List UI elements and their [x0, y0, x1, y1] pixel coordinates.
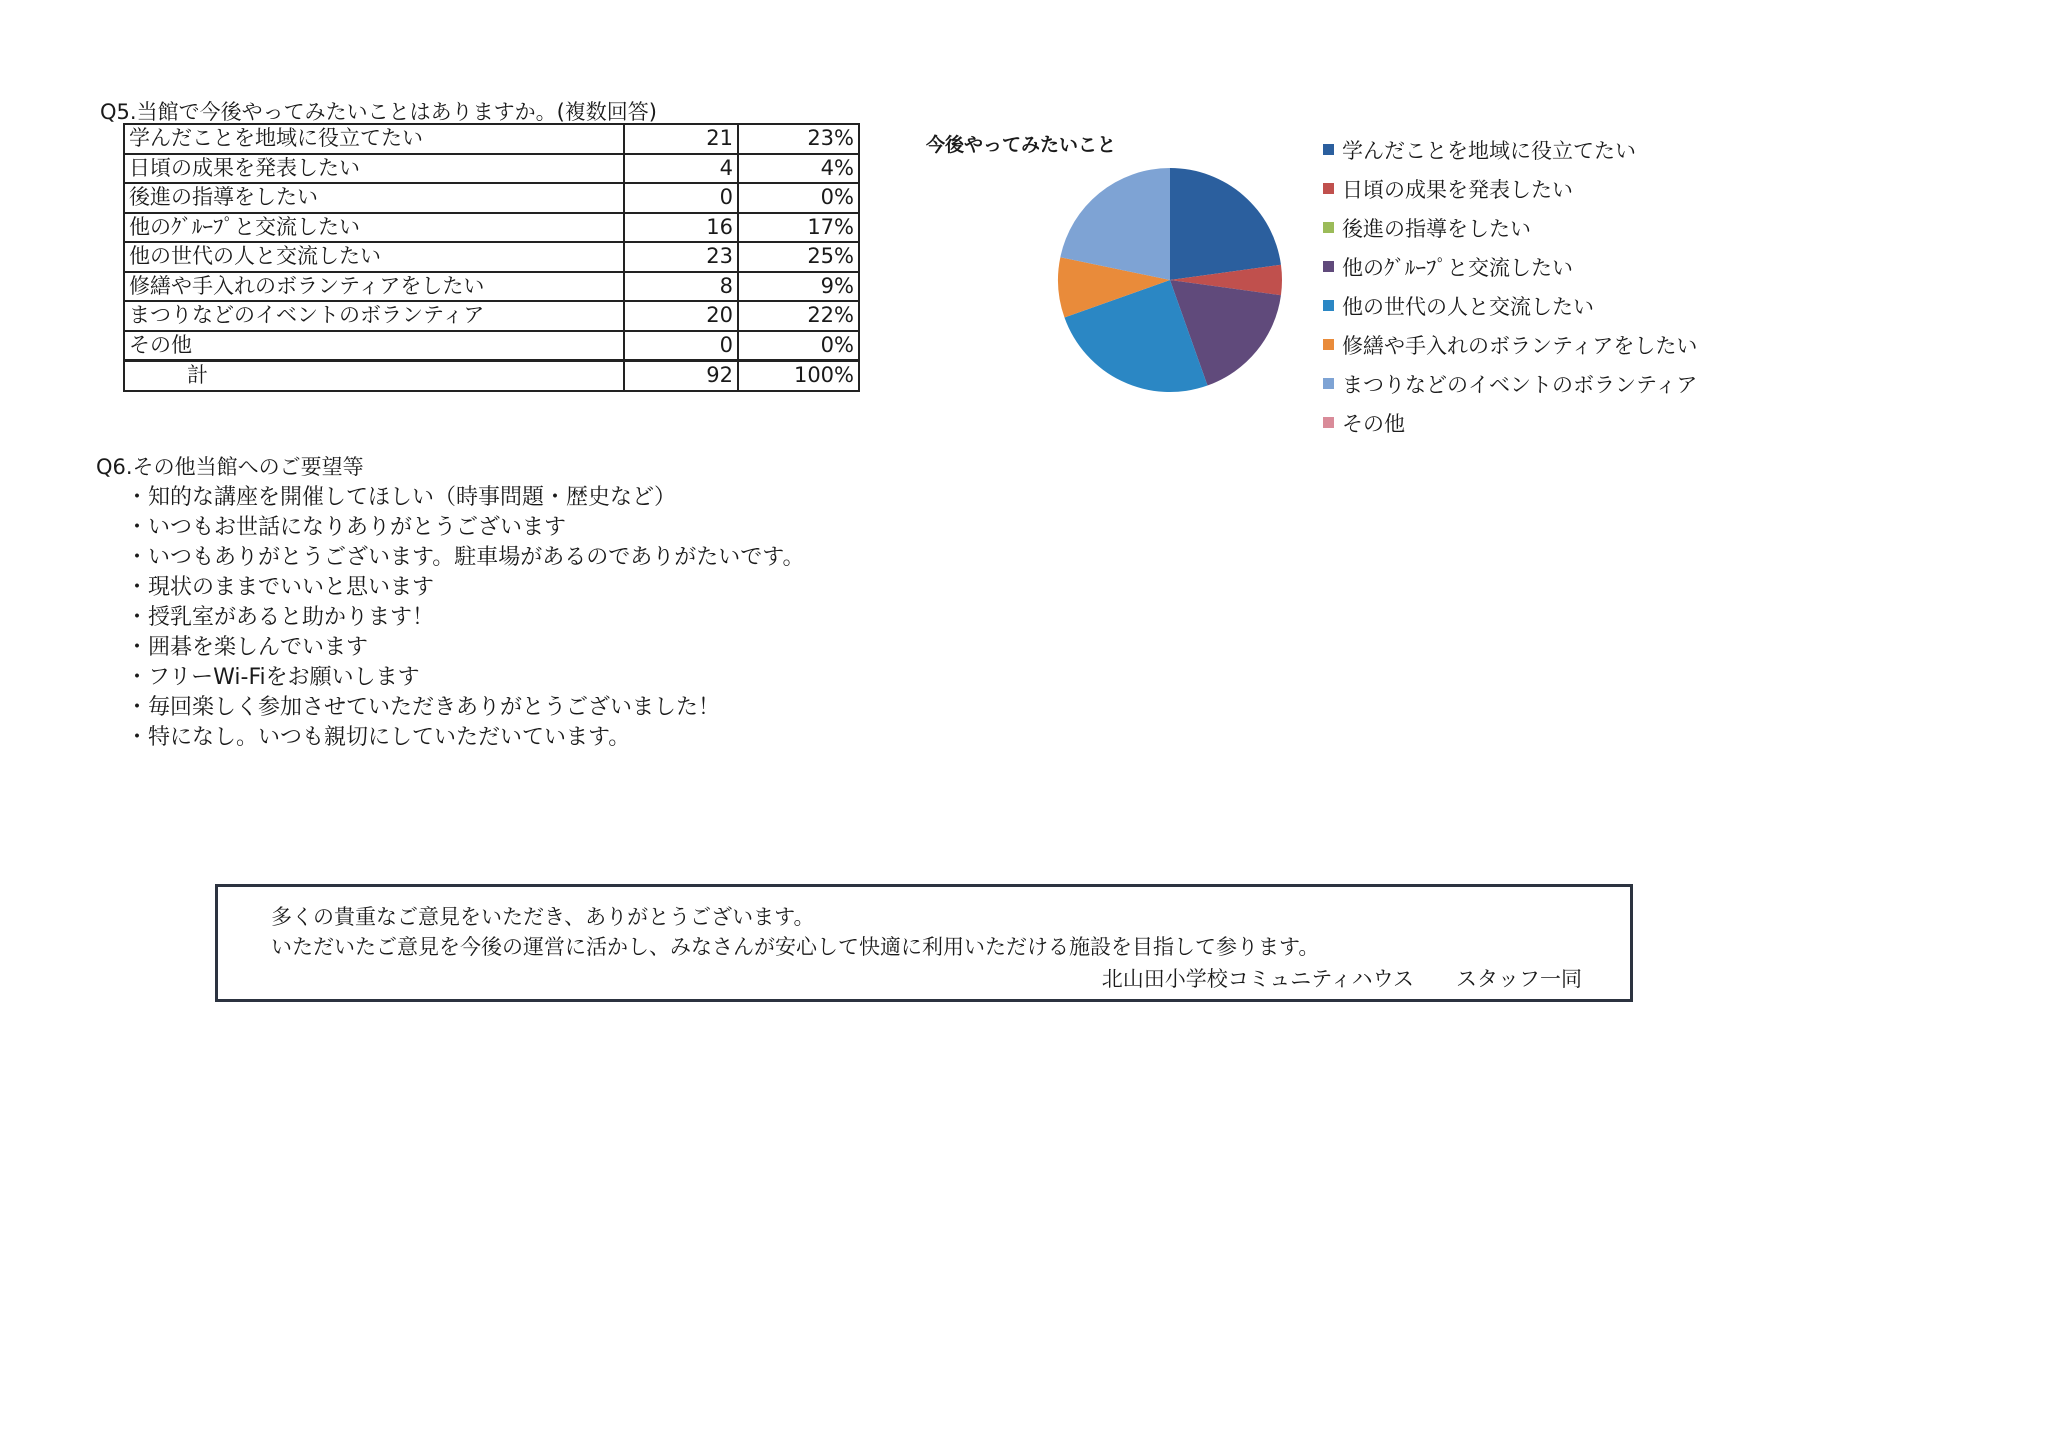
total-count: 92 — [624, 361, 738, 391]
legend-item — [1323, 130, 1697, 169]
message-line-1: 多くの貴重なご意見をいただき、ありがとうございます。 — [271, 905, 815, 929]
total-percent: 100% — [738, 361, 859, 391]
legend-item — [1323, 325, 1697, 364]
list-item: ・フリーWi-Fiをお願いします — [126, 665, 420, 690]
table-total-row — [124, 361, 859, 391]
row-count: 0 — [624, 183, 738, 213]
row-percent: 22% — [738, 301, 859, 331]
legend-item — [1323, 403, 1697, 442]
legend-label: その他 — [1342, 411, 1405, 436]
message-box — [215, 884, 1633, 1002]
row-count: 21 — [624, 124, 738, 154]
list-item: ・授乳室があると助かります！ — [126, 605, 435, 630]
legend-item — [1323, 364, 1697, 403]
legend-label: まつりなどのイベントのボランティア — [1342, 372, 1698, 397]
legend-label: 後進の指導をしたい — [1342, 216, 1531, 241]
chart-title: 今後やってみたいこと — [926, 134, 1117, 156]
legend-label: 学んだことを地域に役立てたい — [1342, 138, 1636, 163]
legend-item — [1323, 208, 1697, 247]
chart-legend — [1323, 130, 1697, 442]
legend-swatch — [1323, 378, 1334, 389]
row-count: 20 — [624, 301, 738, 331]
total-label-cell — [124, 361, 624, 391]
legend-swatch — [1323, 300, 1334, 311]
row-percent: 0% — [738, 183, 859, 213]
legend-label: 修繕や手入れのボランティアをしたい — [1342, 333, 1698, 358]
q6-section — [96, 451, 804, 753]
q5-table — [123, 123, 860, 392]
legend-swatch — [1323, 261, 1334, 272]
row-count: 23 — [624, 242, 738, 272]
row-count: 0 — [624, 331, 738, 361]
legend-item — [1323, 247, 1697, 286]
table-row — [124, 154, 859, 184]
list-item: ・知的な講座を開催してほしい（時事問題・歴史など） — [126, 485, 677, 510]
row-percent: 0% — [738, 331, 859, 361]
legend-label: 日頃の成果を発表したい — [1342, 177, 1573, 202]
table-row — [124, 183, 859, 213]
row-label: 学んだことを地域に役立てたい — [124, 124, 624, 154]
row-label: 日頃の成果を発表したい — [124, 154, 624, 184]
legend-swatch — [1323, 417, 1334, 428]
pie-slice — [1170, 168, 1281, 280]
row-percent: 25% — [738, 242, 859, 272]
table-row — [124, 331, 859, 361]
table-row — [124, 124, 859, 154]
legend-label: 他のｸﾞﾙｰﾌﾟと交流したい — [1342, 255, 1573, 280]
row-percent: 23% — [738, 124, 859, 154]
message-line-2: いただいたご意見を今後の運営に活かし、みなさんが安心して快適に利用いただける施設を目指して参ります。 — [271, 935, 1320, 959]
pie-chart — [1055, 165, 1285, 395]
row-label: まつりなどのイベントのボランティア — [124, 301, 624, 331]
table-row — [124, 272, 859, 302]
legend-label: 他の世代の人と交流したい — [1342, 294, 1594, 319]
row-label: 修繕や手入れのボランティアをしたい — [124, 272, 624, 302]
message-signature: 北山田小学校コミュニティハウス スタッフ一同 — [1101, 967, 1582, 991]
table-row — [124, 213, 859, 243]
row-count: 4 — [624, 154, 738, 184]
table-row — [124, 242, 859, 272]
row-label: 他の世代の人と交流したい — [124, 242, 624, 272]
row-count: 16 — [624, 213, 738, 243]
legend-swatch — [1323, 222, 1334, 233]
total-label: 計 — [187, 363, 208, 388]
list-item: ・いつもお世話になりありがとうございます — [126, 515, 567, 540]
legend-swatch — [1323, 144, 1334, 155]
row-percent: 9% — [738, 272, 859, 302]
row-percent: 4% — [738, 154, 859, 184]
legend-item — [1323, 169, 1697, 208]
q6-list — [126, 483, 804, 753]
table-row — [124, 301, 859, 331]
row-count: 8 — [624, 272, 738, 302]
list-item: ・囲碁を楽しんでいます — [126, 635, 369, 660]
row-label: 後進の指導をしたい — [124, 183, 624, 213]
list-item: ・特になし。いつも親切にしていただいています。 — [126, 725, 631, 750]
q6-title: Q6.その他当館へのご要望等 — [96, 455, 364, 479]
list-item: ・毎回楽しく参加させていただきありがとうございました！ — [126, 695, 721, 720]
row-label: 他のｸﾞﾙｰﾌﾟと交流したい — [124, 213, 624, 243]
legend-swatch — [1323, 183, 1334, 194]
row-label: その他 — [124, 331, 624, 361]
list-item: ・いつもありがとうございます。駐車場があるのでありがたいです。 — [126, 545, 805, 570]
q5-title: Q5.当館で今後やってみたいことはありますか。(複数回答) — [100, 100, 657, 124]
legend-item — [1323, 286, 1697, 325]
row-percent: 17% — [738, 213, 859, 243]
list-item: ・現状のままでいいと思います — [126, 575, 435, 600]
legend-swatch — [1323, 339, 1334, 350]
